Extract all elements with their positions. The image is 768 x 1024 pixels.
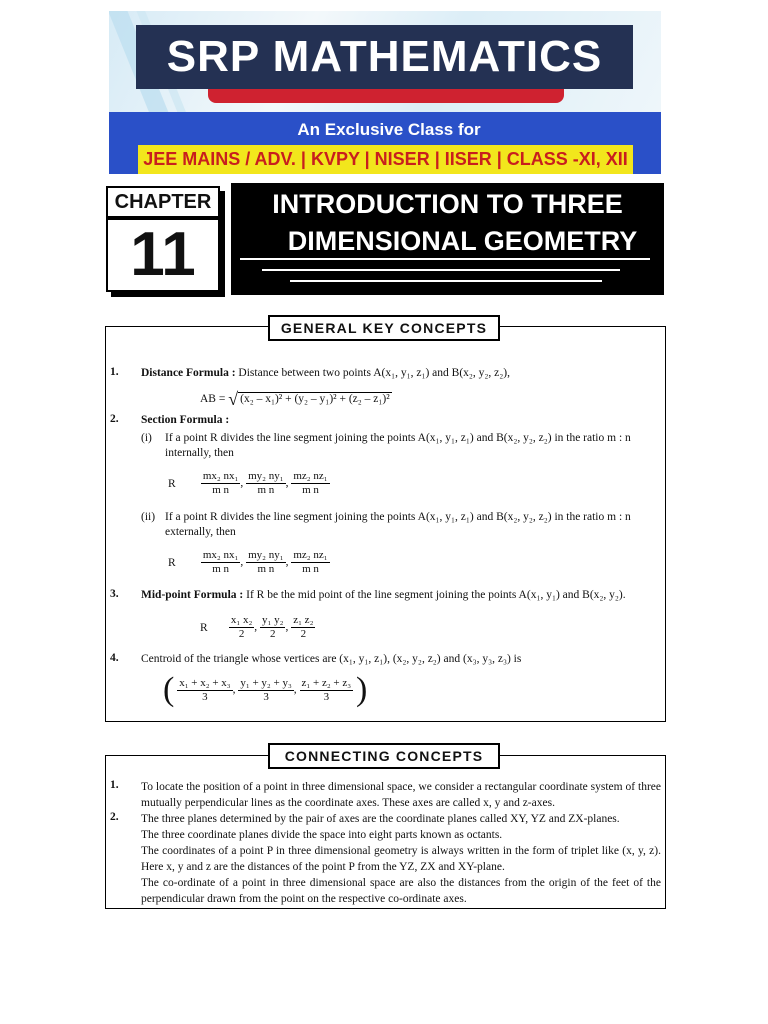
midpoint-formula-text	[141, 588, 661, 603]
fraction	[300, 677, 354, 704]
fraction-numerator: my₂ ny₁	[248, 470, 284, 482]
fraction-denominator: 3	[263, 690, 269, 703]
item-number: 4.	[110, 652, 119, 664]
chapter-label: CHAPTER	[106, 186, 220, 218]
connecting-item-2: The three planes determined by the pair of axes are the coordinate planes called XY, YZ and ZX-planes.	[141, 813, 620, 825]
distance-formula	[200, 389, 392, 410]
fraction-denominator: 3	[323, 690, 330, 703]
item-number: 1.	[110, 779, 119, 791]
fraction-numerator: x₁ x₂	[230, 614, 253, 626]
fraction	[246, 549, 285, 576]
fraction	[238, 677, 293, 704]
fraction-denominator: m n	[257, 563, 275, 575]
centroid-text: Centroid of the triangle whose vertices are (x₁, y₁, z₁), (x₂, y₂, z₂) and (x₃, y₃, z₃) is	[141, 653, 522, 665]
fraction	[260, 614, 285, 641]
brand-red-underline	[208, 89, 564, 103]
fraction-numerator: y₁ y₂	[262, 614, 284, 626]
formula-rhs: (x₂ – x₁)² + (y₂ – y₁)² + (z₂ – z₁)²	[240, 393, 390, 406]
fraction	[291, 614, 315, 641]
formula-lhs: AB =	[200, 393, 229, 406]
fraction-numerator: mz₂ nz₁	[293, 549, 328, 561]
fraction	[291, 549, 329, 576]
banner-exams: JEE MAINS / ADV. | KVPY | NISER | IISER | CLASS -XI, XII	[138, 145, 633, 174]
distance-formula-title: Distance Formula :	[141, 367, 236, 379]
connecting-item-2c: The coordinates of a point P in three dimensional geometry is always written in the form of triplet like (x, y, z). Here x, y and z are the distances of the point P from the YZ, ZX and XY-plane.	[141, 845, 661, 873]
section-external-formula: R $\frac{\text{mx₂ nx₁}}{\text{m n}}$ , $\frac{\text{my₂ ny₁}}{\text{m n}}$ , $\frac{\text{mz₂ nz₁}}{\text{m n}}$	[168, 549, 328, 575]
title-rule	[240, 258, 650, 260]
fraction-denominator: m n	[257, 484, 275, 496]
connecting-item-1: To locate the position of a point in three dimensional space, we consider a rectangular coordinate system of three mutually perpendicular lines as the coordinate axes. These axes are called x, y and z-axes.	[141, 781, 661, 809]
fraction-denominator: 2	[238, 628, 245, 640]
brand-title: SRP MATHEMATICS	[166, 32, 603, 81]
section-internal-formula: R $\frac{\text{mx₂ nx₁}}{\text{m n}}$ , $\frac{\text{my₂ ny₁}}{\text{m n}}$ , $\frac{\text{mz₂ nz₁}}{\text{m n}}$	[168, 470, 328, 496]
fraction	[177, 677, 232, 704]
distance-formula-desc: Distance between two points A(x₁, y₁, z₁) and B(x₂, y₂, z₂),	[235, 367, 510, 379]
fraction-denominator: m n	[212, 484, 230, 496]
item-number: 1.	[110, 366, 119, 378]
general-concepts-heading: GENERAL KEY CONCEPTS	[268, 315, 500, 341]
centroid-formula: ( $\frac{\text{x₁ + x₂ + x₃}}{3}$ , $\frac{\text{y₁ + y₂ + y₃}}{3}$ , $\frac{\text{z₁ + z₂ + z₃}}{3}$ )	[163, 671, 368, 708]
chapter-title-line2: DIMENSIONAL GEOMETRY	[287, 226, 638, 256]
sub-label: (i)	[141, 432, 152, 444]
title-rule	[262, 269, 620, 271]
fraction-denominator: 2	[270, 628, 276, 640]
connecting-item-2b: The three coordinate planes divide the space into eight parts known as octants.	[141, 829, 503, 841]
midpoint-formula: R $\frac{\text{x₁ x₂}}{2}$ , $\frac{\text{y₁ y₂}}{2}$ , $\frac{\text{z₁ z₂}}{2}$	[200, 614, 314, 640]
midpoint-formula-title: Mid-point Formula :	[141, 589, 244, 601]
right-paren-icon: )	[355, 671, 368, 708]
chapter-number: 11	[106, 218, 220, 292]
fraction-denominator: m n	[302, 563, 319, 575]
fraction-numerator: z₁ z₂	[293, 614, 314, 626]
item-number: 2.	[110, 413, 119, 425]
fraction-numerator: mz₂ nz₁	[293, 470, 328, 482]
fraction-numerator: my₂ ny₁	[248, 549, 284, 561]
formula-R: R	[200, 621, 208, 634]
fraction-denominator: 3	[202, 690, 208, 703]
title-rule	[290, 280, 602, 282]
connecting-item-2d: The co-ordinate of a point in three dimensional space are also the distances from the origin of the feet of the perpendicular drawn from the point on the respective co-ordinate axes.	[141, 877, 661, 905]
midpoint-formula-desc: If R be the mid point of the line segment joining the points A(x₁, y₁) and B(x₂, y₂).	[243, 589, 626, 601]
item-number: 3.	[110, 588, 119, 600]
section-external-text: If a point R divides the line segment joining the points A(x₁, y₁, z₁) and B(x₂, y₂, z₂) in the ratio m : n externally, then	[165, 511, 631, 538]
section-formula-title: Section Formula :	[141, 414, 230, 426]
fraction	[291, 470, 329, 497]
formula-R: R	[168, 556, 176, 569]
fraction	[201, 549, 240, 576]
chapter-title-line1: INTRODUCTION TO THREE	[272, 189, 623, 219]
distance-formula-text	[141, 366, 656, 381]
section-internal-text: If a point R divides the line segment joining the points A(x₁, y₁, z₁) and B(x₂, y₂, z₂) in the ratio m : n internally, then	[165, 432, 631, 459]
connecting-concepts-heading: CONNECTING CONCEPTS	[268, 743, 500, 769]
left-paren-icon: (	[163, 671, 175, 708]
item-number: 2.	[110, 811, 119, 823]
fraction-numerator: mx₂ nx₁	[202, 470, 239, 482]
sub-label: (ii)	[141, 511, 156, 523]
fraction-denominator: m n	[302, 484, 319, 496]
fraction-numerator: mx₂ nx₁	[202, 549, 239, 561]
fraction-denominator: m n	[212, 563, 230, 575]
chapter-title	[231, 186, 664, 260]
fraction	[201, 470, 240, 497]
formula-R: R	[168, 477, 176, 490]
fraction-numerator: z₁ + z₂ + z₃	[301, 676, 352, 689]
fraction	[229, 614, 254, 641]
header-banner	[109, 11, 661, 174]
fraction-numerator: x₁ + x₂ + x₃	[179, 676, 231, 689]
banner-tagline: An Exclusive Class for	[297, 120, 481, 139]
fraction-numerator: y₁ + y₂ + y₃	[240, 676, 292, 689]
fraction-denominator: 2	[300, 628, 307, 640]
fraction	[246, 470, 285, 497]
sqrt-icon: √	[228, 389, 239, 409]
